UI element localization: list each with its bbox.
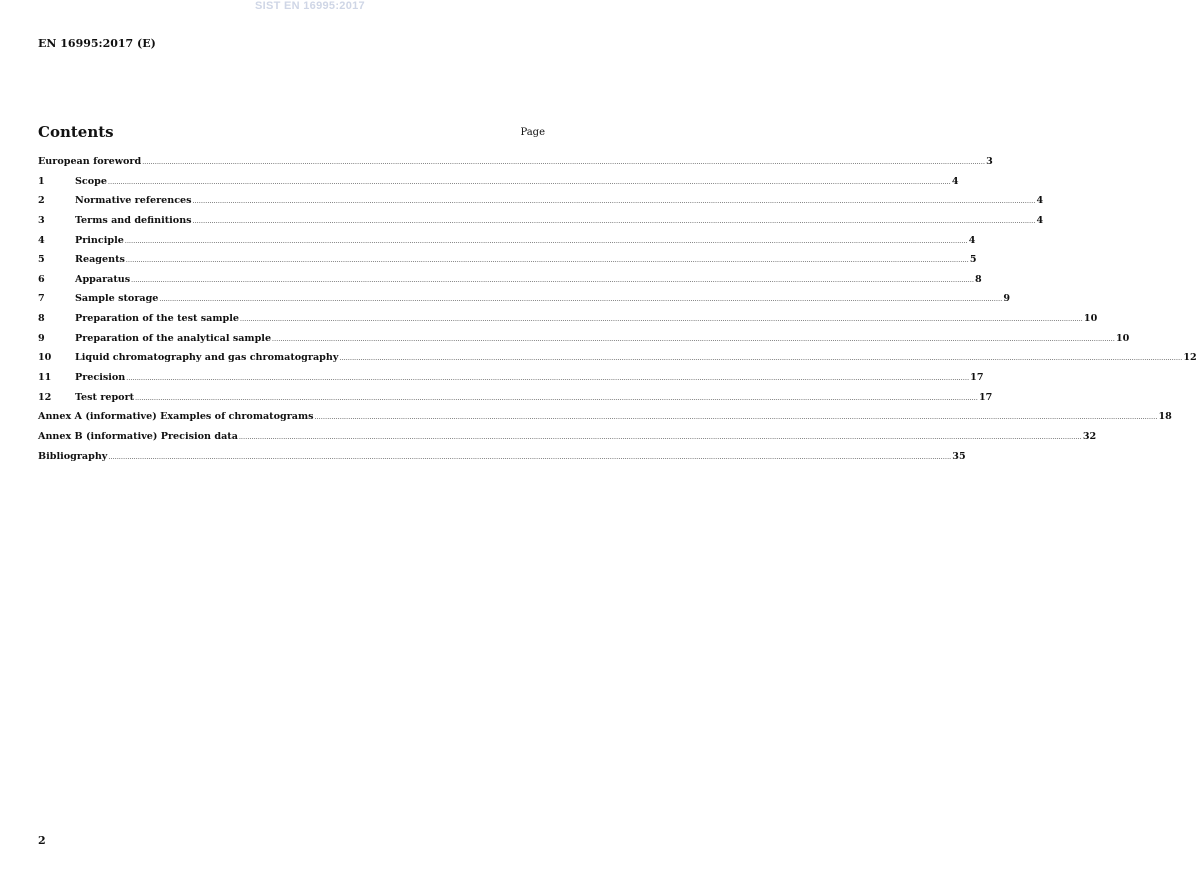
toc-entry-number: 9 <box>38 332 45 344</box>
dot-leader: ................................................................................................................................................................................................................................................................................................................................................................................................................ <box>124 237 968 245</box>
toc-entry-title[interactable]: Liquid chromatography and gas chromatography <box>75 352 339 364</box>
table-of-contents <box>38 156 1197 470</box>
toc-entry[interactable] <box>38 175 959 196</box>
toc-entry-title[interactable]: Test report <box>75 391 135 403</box>
toc-entry[interactable] <box>38 450 966 471</box>
toc-entry-page[interactable]: 17 <box>978 391 993 403</box>
toc-entry-number: 6 <box>38 273 45 285</box>
dot-leader: ................................................................................................................................................................................................................................................................................................................................................................................................................ <box>339 355 1183 363</box>
dot-leader: ................................................................................................................................................................................................................................................................................................................................................................................................................ <box>272 335 1115 343</box>
page-column-label: Page <box>520 127 545 138</box>
toc-entry-page[interactable]: 3 <box>986 156 993 167</box>
toc-entry[interactable] <box>38 214 1044 235</box>
toc-entry-number: 5 <box>38 254 45 266</box>
toc-entry-number: 11 <box>38 372 52 384</box>
dot-leader: ................................................................................................................................................................................................................................................................................................................................................................................................................ <box>159 296 1003 304</box>
toc-entry-page[interactable]: 10 <box>1115 332 1130 344</box>
toc-entry-page[interactable]: 17 <box>970 372 984 384</box>
toc-entry-page[interactable]: 35 <box>952 450 966 462</box>
toc-entry-title[interactable]: Annex B (informative) Precision data <box>38 430 238 442</box>
toc-entry-number: 3 <box>38 214 45 226</box>
toc-entry-number: 2 <box>38 195 45 207</box>
toc-entry[interactable] <box>38 293 1010 313</box>
toc-entry-title[interactable]: Preparation of the test sample <box>75 313 240 325</box>
dot-leader: ................................................................................................................................................................................................................................................................................................................................................................................................................ <box>192 198 1036 206</box>
toc-entry[interactable] <box>38 332 1130 353</box>
toc-entry-page[interactable]: 4 <box>951 175 959 187</box>
dot-leader: ................................................................................................................................................................................................................................................................................................................................................................................................................ <box>238 433 1082 441</box>
dot-leader: ................................................................................................................................................................................................................................................................................................................................................................................................................ <box>125 257 969 265</box>
toc-entry-title[interactable]: Normative references <box>75 195 192 207</box>
dot-leader: ................................................................................................................................................................................................................................................................................................................................................................................................................ <box>108 453 952 461</box>
toc-entry-title[interactable]: Terms and definitions <box>75 214 192 226</box>
toc-entry-title[interactable]: Bibliography <box>38 450 108 462</box>
toc-entry[interactable] <box>38 156 993 176</box>
toc-entry-title[interactable]: Sample storage <box>75 293 159 305</box>
toc-entry-title[interactable]: Precision <box>75 372 126 384</box>
dot-leader: ................................................................................................................................................................................................................................................................................................................................................................................................................ <box>142 159 986 166</box>
toc-entry[interactable] <box>38 391 993 412</box>
toc-entry-title[interactable]: Reagents <box>75 254 125 266</box>
toc-entry-title[interactable]: European foreword <box>38 156 142 167</box>
toc-entry-page[interactable]: 18 <box>1158 411 1172 423</box>
toc-entry[interactable] <box>38 273 982 294</box>
toc-entry-page[interactable]: 4 <box>968 234 976 246</box>
toc-entry-page[interactable]: 12 <box>1183 352 1197 364</box>
toc-entry-page[interactable]: 4 <box>1036 195 1044 207</box>
toc-entry-title[interactable]: Principle <box>75 234 124 246</box>
dot-leader: ................................................................................................................................................................................................................................................................................................................................................................................................................ <box>131 276 975 284</box>
toc-entry[interactable] <box>38 352 1197 372</box>
toc-entry-page[interactable]: 8 <box>975 273 982 285</box>
toc-entry[interactable] <box>38 195 1044 215</box>
dot-leader: ................................................................................................................................................................................................................................................................................................................................................................................................................ <box>240 316 1083 324</box>
document-id: EN 16995:2017 (E) <box>38 37 156 50</box>
toc-entry-title[interactable]: Annex A (informative) Examples of chromatograms <box>38 411 314 423</box>
dot-leader: ................................................................................................................................................................................................................................................................................................................................................................................................................ <box>126 375 970 383</box>
contents-heading: Contents <box>38 123 114 141</box>
toc-entry-page[interactable]: 10 <box>1083 313 1098 325</box>
toc-entry-page[interactable]: 4 <box>1036 214 1044 226</box>
dot-leader: ................................................................................................................................................................................................................................................................................................................................................................................................................ <box>192 217 1036 225</box>
toc-entry-number: 4 <box>38 234 45 246</box>
toc-entry-number: 7 <box>38 293 45 305</box>
toc-entry-number: 8 <box>38 313 45 325</box>
toc-entry-number: 12 <box>38 391 52 403</box>
page-number: 2 <box>38 834 46 847</box>
toc-entry[interactable] <box>38 430 1097 451</box>
dot-leader: ................................................................................................................................................................................................................................................................................................................................................................................................................ <box>135 394 978 402</box>
toc-entry[interactable] <box>38 372 984 392</box>
toc-entry-title[interactable]: Apparatus <box>75 273 131 285</box>
dot-leader: ................................................................................................................................................................................................................................................................................................................................................................................................................ <box>314 414 1158 422</box>
toc-entry[interactable] <box>38 254 977 274</box>
toc-entry-page[interactable]: 5 <box>969 254 977 266</box>
toc-entry-number: 1 <box>38 175 45 187</box>
toc-entry[interactable] <box>38 234 976 255</box>
toc-entry-page[interactable]: 9 <box>1003 293 1010 305</box>
watermark-text: SIST EN 16995:2017 <box>255 0 365 12</box>
toc-entry[interactable] <box>38 313 1098 333</box>
toc-entry[interactable] <box>38 411 1172 431</box>
dot-leader: ................................................................................................................................................................................................................................................................................................................................................................................................................ <box>107 178 951 186</box>
toc-entry-page[interactable]: 32 <box>1082 430 1097 442</box>
toc-entry-title[interactable]: Preparation of the analytical sample <box>75 332 272 344</box>
toc-entry-number: 10 <box>38 352 52 364</box>
toc-entry-title[interactable]: Scope <box>75 175 107 187</box>
